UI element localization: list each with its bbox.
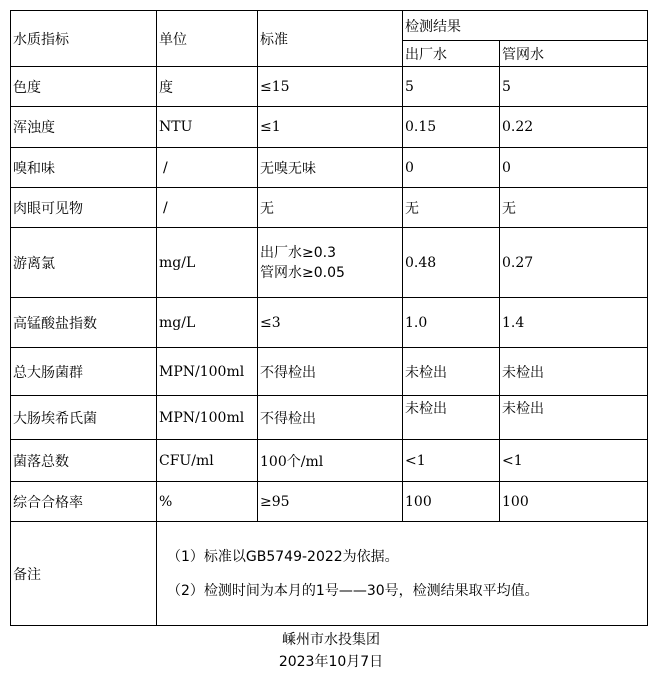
standard-cell: ≥95: [258, 482, 403, 522]
indicator-cell: 肉眼可见物: [11, 188, 157, 228]
table-row: [11, 188, 648, 228]
unit-cell: MPN/100ml: [157, 348, 258, 396]
network-value-cell: 0.22: [500, 107, 648, 148]
factory-value-cell: 1.0: [403, 298, 500, 348]
indicator-cell: 高锰酸盐指数: [11, 298, 157, 348]
standard-cell: ≤15: [258, 67, 403, 107]
indicator-cell: 总大肠菌群: [11, 348, 157, 396]
table-row: [11, 440, 648, 482]
unit-cell: %: [157, 482, 258, 522]
network-value-cell: 100: [500, 482, 648, 522]
table-row: [11, 482, 648, 522]
table-row: [11, 396, 648, 440]
remarks-content: [157, 522, 648, 626]
remarks-row: [11, 522, 648, 626]
factory-value-cell: 0: [403, 148, 500, 188]
network-value-cell: 0.27: [500, 228, 648, 298]
indicator-cell: 浑浊度: [11, 107, 157, 148]
standard-cell: ≤3: [258, 298, 403, 348]
unit-cell: mg/L: [157, 298, 258, 348]
table-row: [11, 148, 648, 188]
factory-value-cell: 0.15: [403, 107, 500, 148]
header-results: 检测结果: [403, 11, 648, 41]
header-factory-water: 出厂水: [403, 41, 500, 67]
header-standard: 标准: [258, 11, 403, 67]
indicator-cell: 综合合格率: [11, 482, 157, 522]
header-indicator: 水质指标: [11, 11, 157, 67]
standard-cell: 无: [258, 188, 403, 228]
standard-line-network: 管网水≥0.05: [260, 264, 345, 281]
remark-note-2: （2）检测时间为本月的1号——30号，检测结果取平均值。: [167, 582, 539, 599]
remarks-label: 备注: [11, 522, 157, 626]
remark-note-1: （1）标准以GB5749-2022为依据。: [167, 548, 399, 565]
network-value-cell: 未检出: [500, 396, 648, 440]
factory-value-cell: 无: [403, 188, 500, 228]
factory-value-cell: <1: [403, 440, 500, 482]
water-quality-table: [10, 10, 648, 626]
unit-cell: 度: [157, 67, 258, 107]
indicator-cell: 游离氯: [11, 228, 157, 298]
indicator-cell: 嗅和味: [11, 148, 157, 188]
table-row: [11, 67, 648, 107]
unit-cell: /: [157, 148, 258, 188]
footer-organization: 嵊州市水投集团: [282, 632, 380, 648]
network-value-cell: 1.4: [500, 298, 648, 348]
standard-cell: 无嗅无味: [258, 148, 403, 188]
standard-cell: ≤1: [258, 107, 403, 148]
indicator-cell: 色度: [11, 67, 157, 107]
standard-cell: 不得检出: [258, 348, 403, 396]
unit-cell: NTU: [157, 107, 258, 148]
header-network-water: 管网水: [500, 41, 648, 67]
header-unit: 单位: [157, 11, 258, 67]
table-row: [11, 348, 648, 396]
standard-cell: 100个/ml: [258, 440, 403, 482]
network-value-cell: <1: [500, 440, 648, 482]
unit-cell: CFU/ml: [157, 440, 258, 482]
standard-cell: 不得检出: [258, 396, 403, 440]
factory-value-cell: 未检出: [403, 348, 500, 396]
unit-cell: /: [157, 188, 258, 228]
table-row: [11, 298, 648, 348]
network-value-cell: 0: [500, 148, 648, 188]
table-row: [11, 107, 648, 148]
standard-line-factory: 出厂水≥0.3: [260, 244, 336, 261]
factory-value-cell: 100: [403, 482, 500, 522]
indicator-cell: 菌落总数: [11, 440, 157, 482]
footer-date: 2023年10月7日: [278, 654, 384, 670]
network-value-cell: 5: [500, 67, 648, 107]
network-value-cell: 未检出: [500, 348, 648, 396]
indicator-cell: 大肠埃希氏菌: [11, 396, 157, 440]
unit-cell: MPN/100ml: [157, 396, 258, 440]
factory-value-cell: 0.48: [403, 228, 500, 298]
factory-value-cell: 5: [403, 67, 500, 107]
standard-cell: [258, 228, 403, 298]
unit-cell: mg/L: [157, 228, 258, 298]
network-value-cell: 无: [500, 188, 648, 228]
table-row: [11, 228, 648, 298]
factory-value-cell: 未检出: [403, 396, 500, 440]
